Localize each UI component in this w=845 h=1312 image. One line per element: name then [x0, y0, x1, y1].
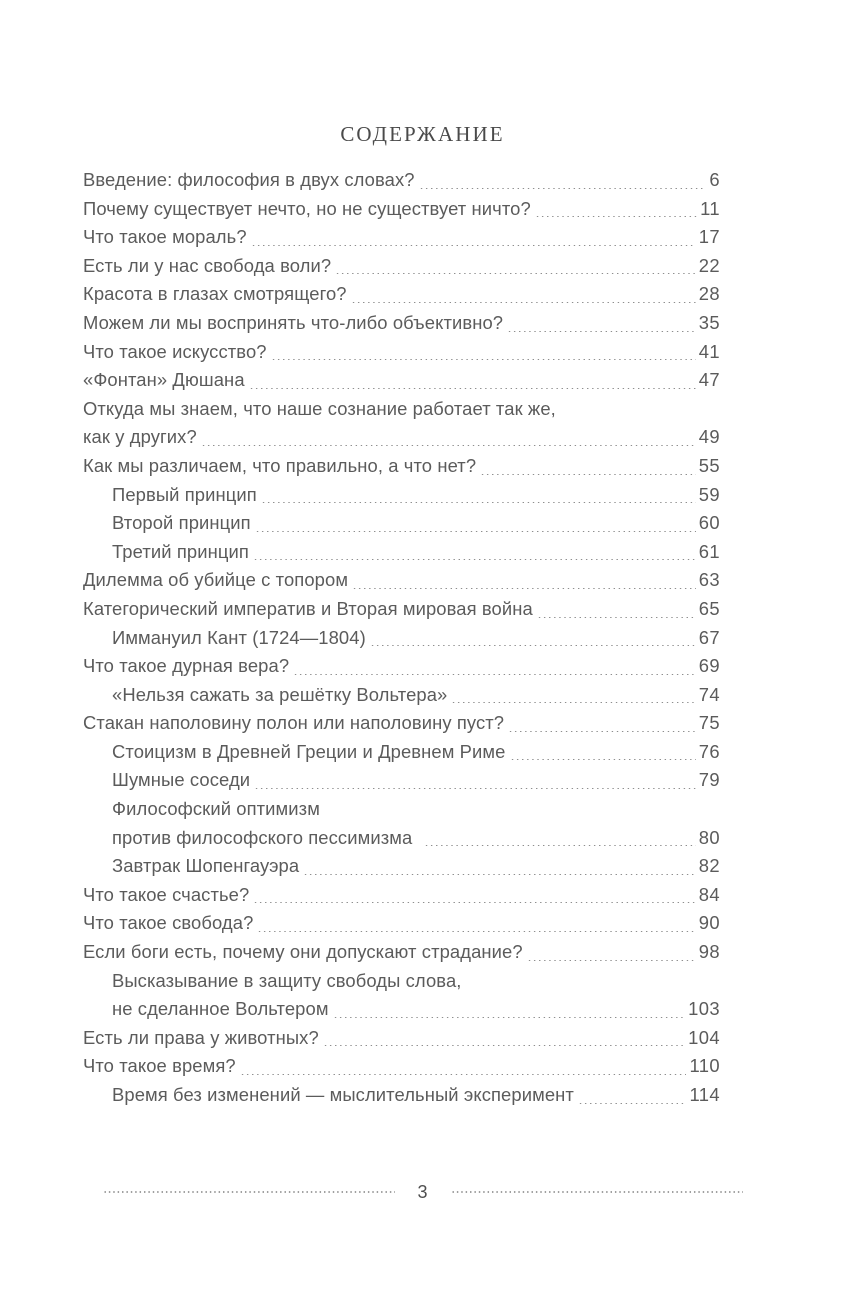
dot-leader — [251, 245, 696, 246]
footer-rule-right — [451, 1191, 743, 1193]
toc-entry-label: Второй принцип — [112, 512, 251, 534]
toc-entry-label: Что такое мораль? — [83, 226, 247, 248]
toc-entry[interactable] — [83, 881, 720, 910]
toc-entry[interactable] — [83, 338, 720, 367]
toc-entry[interactable] — [83, 309, 720, 338]
dot-leader — [293, 674, 696, 675]
dot-leader — [527, 960, 696, 961]
dot-leader — [451, 702, 695, 703]
dot-leader — [253, 559, 696, 560]
dot-leader — [255, 531, 696, 532]
toc-entry[interactable] — [83, 395, 720, 424]
toc-entry-label: Введение: философия в двух словах? — [83, 169, 415, 190]
toc-entry-label: Что такое дурная вера? — [83, 655, 290, 677]
dot-leader — [508, 731, 696, 732]
toc-entry-label: Что такое свобода? — [83, 912, 254, 934]
toc-entry-label: как у других? — [83, 426, 197, 448]
toc-entry-page-number: 84 — [698, 883, 720, 905]
toc-entry-page-number: 76 — [698, 740, 720, 762]
dot-leader — [257, 931, 695, 932]
toc-entry[interactable] — [83, 195, 720, 224]
toc-entry-label: Иммануил Кант (1724—1804) — [112, 626, 366, 648]
toc-entry[interactable] — [83, 824, 720, 853]
dot-leader — [370, 645, 696, 646]
toc-entry-page-number: 41 — [698, 340, 720, 362]
toc-entry-page-number: 98 — [698, 941, 720, 963]
toc-entry-page-number: 61 — [698, 540, 720, 562]
toc-entry-label: Шумные соседи — [112, 769, 251, 791]
dot-leader — [253, 902, 695, 903]
toc-entry[interactable] — [83, 280, 720, 309]
dot-leader — [333, 1017, 686, 1018]
toc-entry-label: Красота в глазах смотрящего? — [83, 283, 347, 305]
toc-entry[interactable] — [83, 681, 720, 710]
toc-entry-page-number: 67 — [698, 626, 720, 648]
toc-entry-label: Высказывание в защиту свободы слова, — [112, 969, 462, 991]
toc-entry-label: не сделанное Вольтером — [112, 998, 329, 1020]
toc-entry-label: Первый принцип — [112, 483, 257, 505]
toc-entry[interactable] — [83, 995, 720, 1024]
toc-entry[interactable] — [83, 938, 720, 967]
toc-entry[interactable] — [83, 1081, 720, 1110]
toc-entry[interactable] — [83, 423, 720, 452]
toc-entry-label: «Нельзя сажать за решётку Вольтера» — [112, 683, 448, 705]
toc-entry-label: Стоицизм в Древней Греции и Древнем Риме — [112, 740, 506, 762]
toc-entry-page-number: 82 — [698, 855, 720, 877]
dot-leader — [578, 1103, 687, 1104]
toc-entry-page-number: 11 — [700, 197, 720, 219]
toc-entry[interactable] — [83, 595, 720, 624]
toc-entry[interactable] — [83, 366, 720, 395]
toc-entry-label: Время без изменений — мыслительный эксперимент — [112, 1084, 574, 1105]
toc-entry-label: Что такое искусство? — [83, 340, 267, 362]
dot-leader — [303, 874, 696, 875]
dot-leader — [271, 359, 696, 360]
toc-entry-label: Что такое время? — [83, 1055, 236, 1077]
dot-leader — [352, 588, 696, 589]
toc-entry-label: Откуда мы знаем, что наше сознание работает так же, — [83, 397, 556, 419]
dot-leader — [419, 188, 707, 189]
toc-entry-page-number: 74 — [698, 683, 720, 705]
toc-entry-page-number: 114 — [689, 1084, 720, 1105]
toc-entry-page-number: 104 — [688, 1026, 720, 1048]
toc-entry[interactable] — [83, 509, 720, 538]
toc-entry[interactable] — [83, 166, 720, 195]
toc-entry-label: Есть ли права у животных? — [83, 1026, 319, 1048]
toc-entry-page-number: 22 — [698, 254, 720, 276]
toc-entry-label: против философского пессимизма — [112, 826, 413, 848]
dot-leader — [249, 388, 696, 389]
toc-entry[interactable] — [83, 1052, 720, 1081]
table-of-contents-list — [83, 166, 720, 1110]
toc-entry-label: Как мы различаем, что правильно, а что нет? — [83, 454, 477, 476]
toc-entry-label: Если боги есть, почему они допускают страдание? — [83, 941, 523, 963]
toc-entry-label: Можем ли мы воспринять что-либо объективно? — [83, 311, 504, 333]
toc-entry-page-number: 90 — [698, 912, 720, 934]
toc-entry-page-number: 28 — [698, 283, 720, 305]
toc-entry-page-number: 110 — [689, 1055, 720, 1077]
footer-rule-left — [103, 1191, 395, 1193]
toc-entry-page-number: 63 — [698, 569, 720, 591]
toc-entry[interactable] — [83, 452, 720, 481]
dot-leader — [537, 617, 696, 618]
dot-leader — [323, 1045, 685, 1046]
toc-entry-label: Философский оптимизм — [112, 798, 320, 820]
toc-entry-label: Есть ли у нас свобода воли? — [83, 254, 332, 276]
dot-leader — [261, 502, 696, 503]
toc-entry[interactable] — [83, 481, 720, 510]
toc-entry-page-number: 60 — [698, 512, 720, 534]
toc-entry-page-number: 35 — [698, 311, 720, 333]
toc-entry-page-number: 17 — [698, 226, 720, 248]
page-title: СОДЕРЖАНИЕ — [340, 122, 505, 146]
toc-entry-label: Завтрак Шопенгауэра — [112, 855, 300, 877]
toc-entry-label: «Фонтан» Дюшана — [83, 369, 245, 391]
toc-entry-page-number: 65 — [698, 597, 720, 619]
toc-entry[interactable] — [83, 795, 720, 824]
toc-entry-page-number: 47 — [698, 369, 720, 391]
dot-leader — [240, 1074, 687, 1075]
toc-entry-page-number: 59 — [698, 483, 720, 505]
toc-entry[interactable] — [83, 223, 720, 252]
toc-entry-page-number: 49 — [698, 426, 720, 448]
dot-leader — [351, 302, 696, 303]
dot-leader — [254, 788, 696, 789]
dot-leader — [535, 216, 697, 217]
toc-entry-page-number: 80 — [698, 826, 720, 848]
toc-entry[interactable] — [83, 652, 720, 681]
toc-entry[interactable] — [83, 252, 720, 281]
toc-entry-label: Стакан наполовину полон или наполовину пуст? — [83, 712, 505, 734]
dot-leader — [335, 273, 696, 274]
toc-entry[interactable] — [83, 538, 720, 567]
dot-leader — [510, 759, 696, 760]
toc-entry-label: Что такое счастье? — [83, 883, 250, 905]
page-footer — [0, 1180, 845, 1204]
dot-leader — [507, 331, 696, 332]
toc-entry-page-number: 55 — [698, 454, 720, 476]
toc-entry[interactable] — [83, 909, 720, 938]
dot-leader — [480, 474, 696, 475]
toc-entry-label: Почему существует нечто, но не существует ничто? — [83, 197, 531, 219]
dot-leader — [201, 445, 696, 446]
footer-page-number: 3 — [417, 1182, 428, 1202]
toc-entry-label: Третий принцип — [112, 540, 249, 562]
toc-entry[interactable] — [83, 624, 720, 653]
toc-entry[interactable] — [83, 566, 720, 595]
toc-entry-page-number: 75 — [698, 712, 720, 734]
toc-entry-page-number: 6 — [709, 169, 720, 190]
toc-entry[interactable] — [83, 738, 720, 767]
toc-entry-page-number: 79 — [698, 769, 720, 791]
toc-entry[interactable] — [83, 852, 720, 881]
toc-entry-label: Дилемма об убийце с топором — [83, 569, 349, 591]
toc-entry[interactable] — [83, 709, 720, 738]
toc-entry-page-number: 69 — [698, 655, 720, 677]
toc-entry-page-number: 103 — [688, 998, 720, 1020]
toc-entry-label: Категорический императив и Вторая мировая война — [83, 597, 533, 619]
toc-entry[interactable] — [83, 1024, 720, 1053]
dot-leader — [424, 845, 695, 846]
toc-entry[interactable] — [83, 766, 720, 795]
toc-entry[interactable] — [83, 967, 720, 996]
